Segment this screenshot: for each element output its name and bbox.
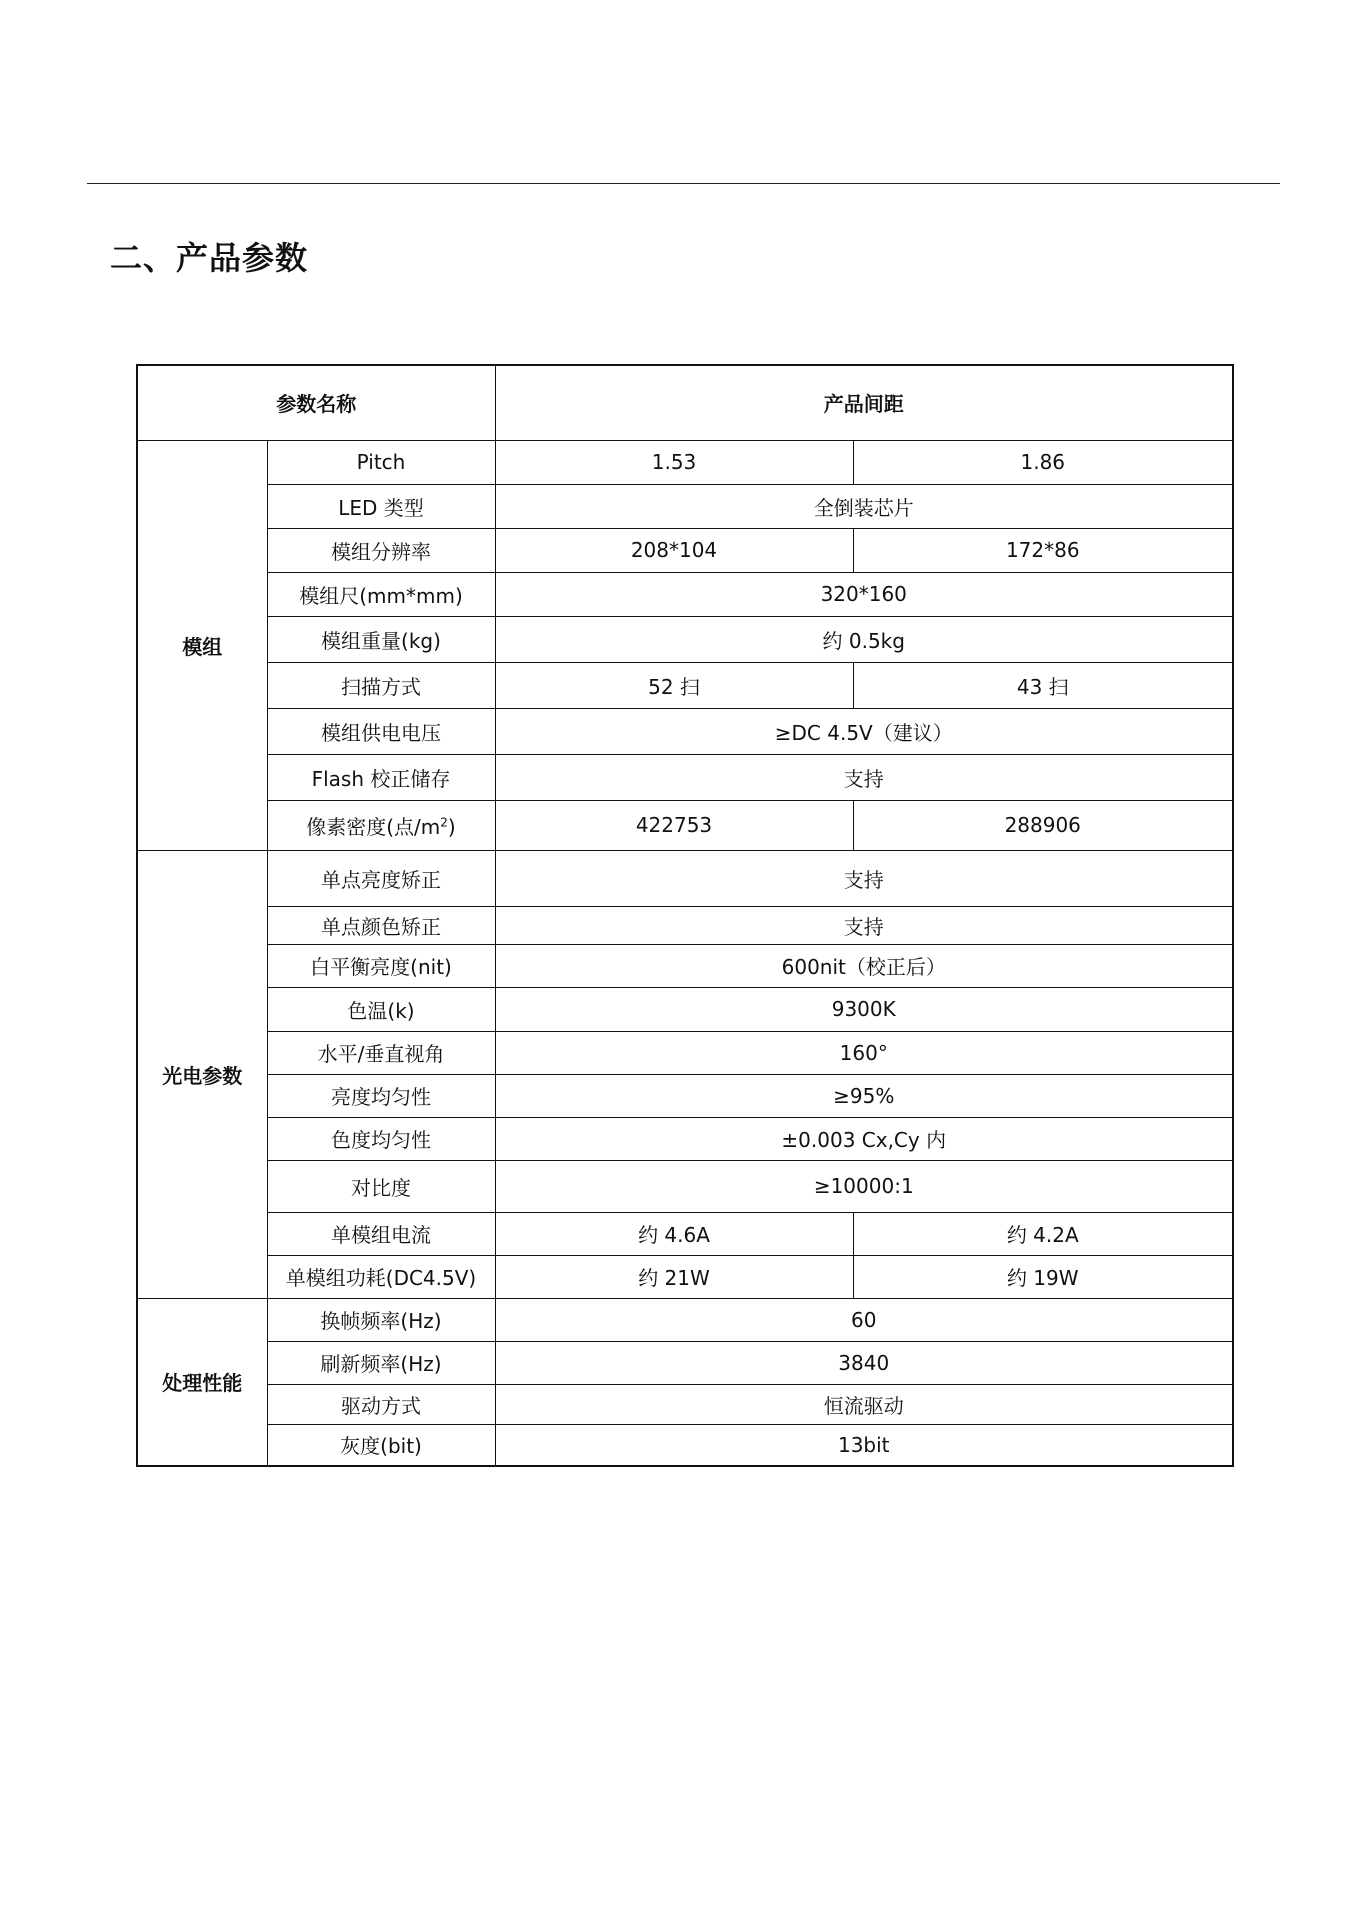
cell-value: 3840	[495, 1341, 1233, 1384]
cell-value: ±0.003 Cx,Cy 内	[495, 1117, 1233, 1160]
cell-value-a: 422753	[495, 800, 853, 850]
table-row	[137, 484, 1233, 528]
row-label: 单模组功耗(DC4.5V)	[267, 1255, 495, 1298]
cell-value: 支持	[495, 906, 1233, 944]
row-label: 驱动方式	[267, 1384, 495, 1424]
cell-value: 600nit（校正后）	[495, 944, 1233, 987]
cell-value: 60	[495, 1298, 1233, 1341]
cell-value-a: 约 4.6A	[495, 1212, 853, 1255]
cell-value-b: 约 4.2A	[853, 1212, 1233, 1255]
table-row	[137, 572, 1233, 616]
cell-value-b: 1.86	[853, 440, 1233, 484]
table-row	[137, 1298, 1233, 1341]
row-label: 模组供电电压	[267, 708, 495, 754]
group-label-module: 模组	[137, 440, 267, 850]
group-label-processing: 处理性能	[137, 1298, 267, 1466]
cell-value: ≥95%	[495, 1074, 1233, 1117]
table-row	[137, 528, 1233, 572]
table-row	[137, 1117, 1233, 1160]
cell-value-a: 1.53	[495, 440, 853, 484]
row-label: LED 类型	[267, 484, 495, 528]
cell-value-a: 208*104	[495, 528, 853, 572]
cell-value: 9300K	[495, 987, 1233, 1031]
row-label: 刷新频率(Hz)	[267, 1341, 495, 1384]
row-label-text: 像素密度(点/m	[306, 814, 441, 839]
row-label: 水平/垂直视角	[267, 1031, 495, 1074]
row-label: 单点亮度矫正	[267, 850, 495, 906]
row-label: 模组尺(mm*mm)	[267, 572, 495, 616]
cell-value-b: 288906	[853, 800, 1233, 850]
cell-value: 全倒装芯片	[495, 484, 1233, 528]
cell-value: 支持	[495, 850, 1233, 906]
row-label: 单模组电流	[267, 1212, 495, 1255]
cell-value: 恒流驱动	[495, 1384, 1233, 1424]
cell-value-b: 43 扫	[853, 662, 1233, 708]
row-label: 灰度(bit)	[267, 1424, 495, 1466]
table-row	[137, 800, 1233, 850]
row-label-pixel-density	[267, 800, 495, 850]
section-title: 二、产品参数	[110, 239, 309, 277]
table-row	[137, 1212, 1233, 1255]
row-label: 扫描方式	[267, 662, 495, 708]
table-row	[137, 1384, 1233, 1424]
row-label: Flash 校正储存	[267, 754, 495, 800]
table-row	[137, 440, 1233, 484]
cell-value-b: 172*86	[853, 528, 1233, 572]
table-header-row	[137, 365, 1233, 440]
header-param-name: 参数名称	[137, 365, 495, 440]
table-row	[137, 662, 1233, 708]
cell-value: 160°	[495, 1031, 1233, 1074]
table-row	[137, 754, 1233, 800]
cell-value-b: 约 19W	[853, 1255, 1233, 1298]
row-label: 模组分辨率	[267, 528, 495, 572]
table-row	[137, 1341, 1233, 1384]
superscript: 2	[440, 814, 448, 829]
cell-value: 约 0.5kg	[495, 616, 1233, 662]
table-row	[137, 1424, 1233, 1466]
table-row	[137, 1031, 1233, 1074]
table-row	[137, 616, 1233, 662]
table-row	[137, 944, 1233, 987]
row-label: 换帧频率(Hz)	[267, 1298, 495, 1341]
row-label: 白平衡亮度(nit)	[267, 944, 495, 987]
table-row	[137, 850, 1233, 906]
header-product-spacing: 产品间距	[495, 365, 1233, 440]
table-row	[137, 987, 1233, 1031]
row-label: 色度均匀性	[267, 1117, 495, 1160]
cell-value: 支持	[495, 754, 1233, 800]
group-label-optoelectronic: 光电参数	[137, 850, 267, 1298]
cell-value: ≥10000:1	[495, 1160, 1233, 1212]
row-label: 模组重量(kg)	[267, 616, 495, 662]
cell-value: 320*160	[495, 572, 1233, 616]
row-label: 单点颜色矫正	[267, 906, 495, 944]
row-label: 对比度	[267, 1160, 495, 1212]
table-row	[137, 1255, 1233, 1298]
spec-table	[136, 364, 1234, 1467]
row-label: 亮度均匀性	[267, 1074, 495, 1117]
row-label-suffix: )	[447, 814, 456, 839]
table-row	[137, 906, 1233, 944]
row-label: 色温(k)	[267, 987, 495, 1031]
table-row	[137, 1074, 1233, 1117]
cell-value: ≥DC 4.5V（建议）	[495, 708, 1233, 754]
cell-value-a: 约 21W	[495, 1255, 853, 1298]
cell-value: 13bit	[495, 1424, 1233, 1466]
header-rule	[87, 183, 1280, 184]
cell-value-a: 52 扫	[495, 662, 853, 708]
row-label: Pitch	[267, 440, 495, 484]
table-row	[137, 708, 1233, 754]
table-row	[137, 1160, 1233, 1212]
